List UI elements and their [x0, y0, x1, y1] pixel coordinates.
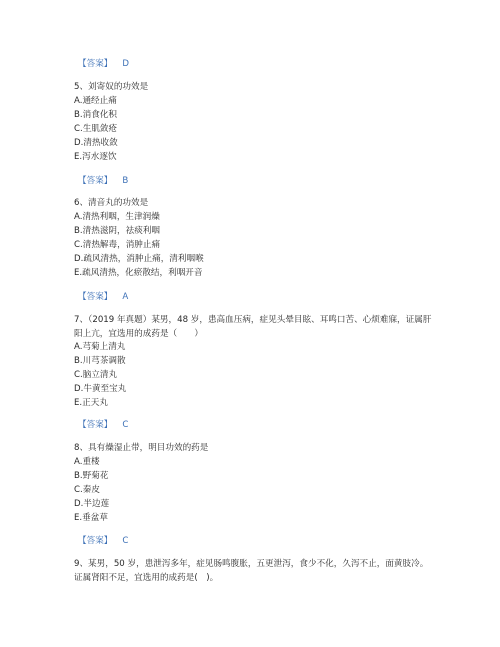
answer-line: [78, 419, 128, 431]
option-c: C.秦皮: [74, 485, 100, 495]
option-d: D.疏风清热，消肿止痛，清利咽喉: [74, 254, 204, 264]
option-a: A.重楼: [74, 457, 100, 467]
answer-value: D: [122, 59, 130, 69]
answer-value: B: [122, 176, 129, 186]
option-b: B.川芎茶调散: [74, 356, 126, 366]
option-e: E.泻水逐饮: [74, 152, 117, 162]
answer-label: 【答案】: [78, 536, 113, 546]
option-b: B.野菊花: [74, 471, 109, 481]
answer-label: 【答案】: [78, 59, 113, 69]
answer-value: A: [122, 292, 129, 302]
option-b: B.清热滋阴，祛痰利咽: [74, 226, 160, 236]
answer-line: [78, 291, 128, 303]
answer-value: C: [122, 420, 129, 430]
option-d: D.牛黄至宝丸: [74, 384, 127, 394]
option-c: C.生肌敛疮: [74, 124, 118, 134]
option-c: C.清热解毒，消肿止痛: [74, 240, 161, 250]
option-b: B.消食化积: [74, 110, 118, 120]
option-d: D.半边莲: [74, 499, 110, 509]
answer-value: C: [122, 536, 129, 546]
answer-line: [78, 535, 128, 547]
option-a: A.清热利咽，生津润燥: [74, 212, 160, 222]
option-e: E.正天丸: [74, 398, 108, 408]
answer-line: [78, 175, 128, 187]
option-e: E.疏风清热，化瘀散结，利咽开音: [74, 268, 203, 278]
option-d: D.清热收敛: [74, 138, 118, 148]
question-stem: 6、清音丸的功效是: [74, 198, 149, 208]
question-stem: 7、（2019 年真题）某男，48 岁，患高血压病，症见头晕目眩、耳鸣口苦、心烦难寐，证属肝阳上亢，宜选用的成药是（ ）: [74, 315, 432, 339]
option-a: A.芎菊上清丸: [74, 342, 126, 352]
question-stem: 8、具有燥湿止带，明目功效的药是: [74, 443, 209, 453]
answer-label: 【答案】: [78, 292, 113, 302]
option-c: C.脑立清丸: [74, 370, 118, 380]
answer-line: [78, 58, 129, 70]
option-e: E.垂盆草: [74, 513, 108, 523]
option-a: A.通经止痛: [74, 96, 117, 106]
question-stem: 9、某男，50 岁，患泄泻多年，症见肠鸣腹胀，五更泄泻，食少不化，久泻不止，面黄肢冷。证属肾阳不足，宜选用的成药是( )。: [74, 559, 429, 583]
answer-label: 【答案】: [78, 176, 113, 186]
question-stem: 5、刘寄奴的功效是: [74, 82, 149, 92]
answer-label: 【答案】: [78, 420, 113, 430]
